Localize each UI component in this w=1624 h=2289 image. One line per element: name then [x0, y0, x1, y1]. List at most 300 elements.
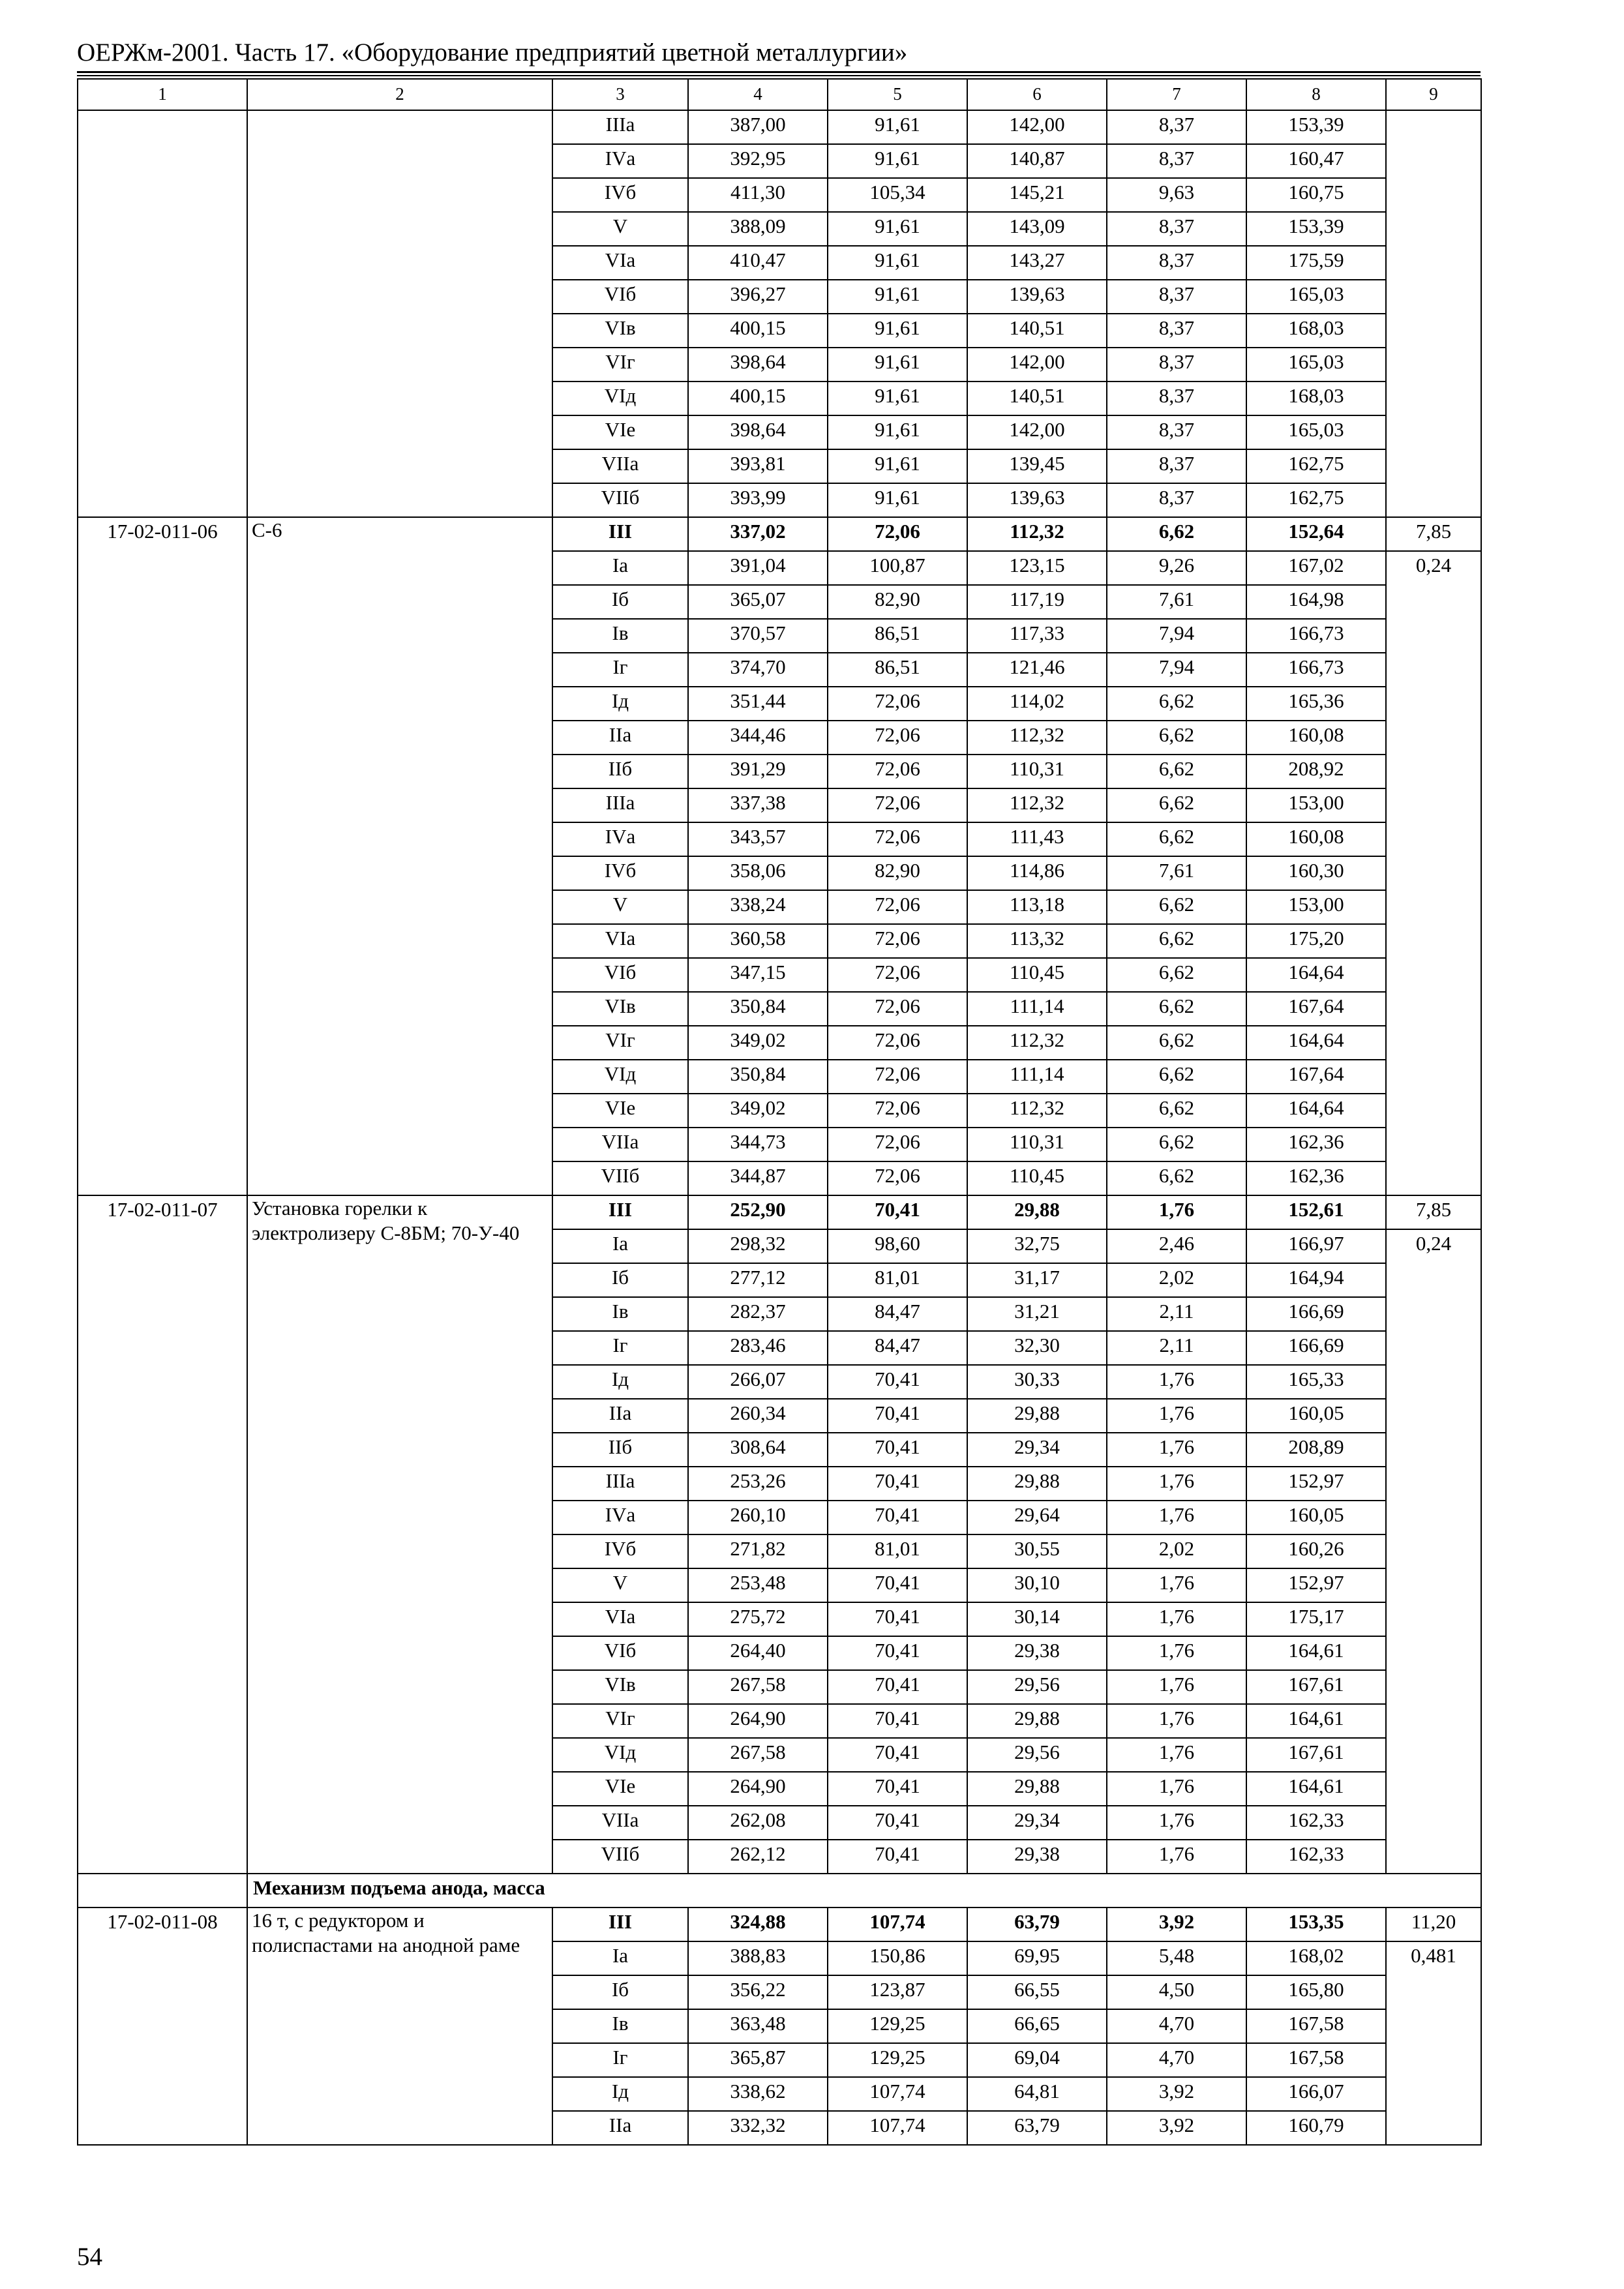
zone-code: IVа — [552, 822, 688, 856]
cell-total: 388,83 — [688, 1941, 828, 1975]
cell-machinist-wages: 8,37 — [1107, 382, 1246, 415]
cell-materials: 162,75 — [1246, 483, 1386, 517]
column-number: 7 — [1107, 79, 1246, 110]
cell-total: 374,70 — [688, 653, 828, 687]
cell-machinist-wages: 8,37 — [1107, 314, 1246, 348]
cell-total: 252,90 — [688, 1195, 828, 1229]
cell-materials: 162,36 — [1246, 1161, 1386, 1195]
cell-machines: 110,31 — [967, 755, 1107, 788]
zone-code: VIг — [552, 1026, 688, 1060]
zone-code: IIIа — [552, 788, 688, 822]
cell-machines: 110,45 — [967, 1161, 1107, 1195]
cell-machinist-wages: 4,70 — [1107, 2009, 1246, 2043]
cell-machines: 66,65 — [967, 2009, 1107, 2043]
section-blank — [78, 1874, 247, 1908]
cell-total: 338,24 — [688, 890, 828, 924]
cell-machinist-wages: 1,76 — [1107, 1806, 1246, 1840]
cell-machines: 114,02 — [967, 687, 1107, 721]
cell-labor: 72,06 — [828, 958, 967, 992]
cell-total: 396,27 — [688, 280, 828, 314]
section-title: Механизм подъема анода, масса — [247, 1874, 1481, 1908]
cell-machines: 111,43 — [967, 822, 1107, 856]
table-row — [78, 1908, 1481, 1941]
cell-total: 337,02 — [688, 517, 828, 551]
cell-materials: 153,35 — [1246, 1908, 1386, 1941]
zone-code: VIв — [552, 1670, 688, 1704]
rate-code: 17-02-011-06 — [78, 517, 247, 1195]
rate-description: С-6 — [247, 517, 552, 1195]
cell-machines: 29,88 — [967, 1195, 1107, 1229]
cell-machinist-wages: 1,76 — [1107, 1467, 1246, 1501]
cell-labor: 70,41 — [828, 1806, 967, 1840]
cell-total: 391,29 — [688, 755, 828, 788]
zone-code: III — [552, 517, 688, 551]
cell-total: 347,15 — [688, 958, 828, 992]
zone-code: VIв — [552, 992, 688, 1026]
zone-code: VIг — [552, 348, 688, 382]
cell-labor: 70,41 — [828, 1602, 967, 1636]
cell-total: 277,12 — [688, 1263, 828, 1297]
column-number: 1 — [78, 79, 247, 110]
zone-code: Iа — [552, 1941, 688, 1975]
cell-materials: 166,73 — [1246, 653, 1386, 687]
zone-code: VIд — [552, 382, 688, 415]
cell-labor: 91,61 — [828, 280, 967, 314]
cell-machinist-wages: 1,76 — [1107, 1840, 1246, 1874]
cell-materials: 166,69 — [1246, 1297, 1386, 1331]
zone-code: IIб — [552, 755, 688, 788]
cell-materials: 164,61 — [1246, 1704, 1386, 1738]
cell-materials: 167,61 — [1246, 1738, 1386, 1772]
cell-machinist-wages: 6,62 — [1107, 1128, 1246, 1161]
zone-code: VIе — [552, 1772, 688, 1806]
labor-cost-machinists: 0,481 — [1386, 1941, 1481, 2145]
column-number-row — [78, 79, 1481, 110]
cell-machinist-wages: 6,62 — [1107, 1094, 1246, 1128]
cell-materials: 162,33 — [1246, 1806, 1386, 1840]
cell-machinist-wages: 2,11 — [1107, 1331, 1246, 1365]
cell-labor: 91,61 — [828, 246, 967, 280]
cell-materials: 164,64 — [1246, 1026, 1386, 1060]
cell-machinist-wages: 9,63 — [1107, 178, 1246, 212]
zone-code: Iв — [552, 619, 688, 653]
cell-machines: 121,46 — [967, 653, 1107, 687]
cell-machines: 145,21 — [967, 178, 1107, 212]
cell-machines: 29,34 — [967, 1433, 1107, 1467]
cell-labor: 91,61 — [828, 483, 967, 517]
cell-total: 262,12 — [688, 1840, 828, 1874]
zone-code: VIд — [552, 1738, 688, 1772]
cell-total: 349,02 — [688, 1026, 828, 1060]
cell-machines: 29,38 — [967, 1636, 1107, 1670]
cell-total: 266,07 — [688, 1365, 828, 1399]
cell-total: 398,64 — [688, 348, 828, 382]
cell-materials: 168,03 — [1246, 314, 1386, 348]
cell-materials: 152,61 — [1246, 1195, 1386, 1229]
cell-machinist-wages: 7,61 — [1107, 856, 1246, 890]
cell-machines: 111,14 — [967, 1060, 1107, 1094]
zone-code: VIв — [552, 314, 688, 348]
cell-machinist-wages: 1,76 — [1107, 1738, 1246, 1772]
cell-total: 350,84 — [688, 1060, 828, 1094]
cell-labor: 70,41 — [828, 1636, 967, 1670]
cell-machines: 30,33 — [967, 1365, 1107, 1399]
cell-materials: 164,64 — [1246, 958, 1386, 992]
zone-code: Iб — [552, 585, 688, 619]
cell-machinist-wages: 6,62 — [1107, 890, 1246, 924]
zone-code: VIIа — [552, 1128, 688, 1161]
cell-labor: 86,51 — [828, 653, 967, 687]
cell-machines: 110,45 — [967, 958, 1107, 992]
rate-description: Установка горелки к электролизеру С-8БМ; 70-У-40 — [247, 1195, 552, 1874]
cell-machines: 143,27 — [967, 246, 1107, 280]
cell-materials: 152,97 — [1246, 1467, 1386, 1501]
cell-labor: 72,06 — [828, 822, 967, 856]
zone-code: V — [552, 1568, 688, 1602]
cell-materials: 167,61 — [1246, 1670, 1386, 1704]
cell-labor: 91,61 — [828, 314, 967, 348]
zone-code: Iв — [552, 2009, 688, 2043]
cell-materials: 166,69 — [1246, 1331, 1386, 1365]
cell-materials: 164,64 — [1246, 1094, 1386, 1128]
cell-machinist-wages: 4,70 — [1107, 2043, 1246, 2077]
cell-labor: 81,01 — [828, 1534, 967, 1568]
cell-machinist-wages: 2,46 — [1107, 1229, 1246, 1263]
cell-total: 392,95 — [688, 144, 828, 178]
cell-machines: 142,00 — [967, 110, 1107, 144]
cell-machinist-wages: 3,92 — [1107, 2111, 1246, 2145]
cell-machines: 140,51 — [967, 314, 1107, 348]
rate-description — [247, 110, 552, 517]
cell-machinist-wages: 1,76 — [1107, 1399, 1246, 1433]
cell-machines: 29,88 — [967, 1399, 1107, 1433]
cell-materials: 165,36 — [1246, 687, 1386, 721]
cell-machinist-wages: 6,62 — [1107, 1161, 1246, 1195]
cell-machinist-wages: 7,94 — [1107, 619, 1246, 653]
cell-materials: 160,05 — [1246, 1399, 1386, 1433]
cell-labor: 91,61 — [828, 110, 967, 144]
cell-labor: 91,61 — [828, 382, 967, 415]
zone-code: V — [552, 212, 688, 246]
cell-machinist-wages: 7,61 — [1107, 585, 1246, 619]
cell-materials: 164,61 — [1246, 1636, 1386, 1670]
cell-machines: 30,14 — [967, 1602, 1107, 1636]
cell-machinist-wages: 7,94 — [1107, 653, 1246, 687]
price-table — [77, 78, 1482, 2146]
zone-code: VIб — [552, 280, 688, 314]
cell-materials: 175,17 — [1246, 1602, 1386, 1636]
cell-total: 350,84 — [688, 992, 828, 1026]
cell-labor: 72,06 — [828, 517, 967, 551]
cell-machines: 117,33 — [967, 619, 1107, 653]
cell-total: 356,22 — [688, 1975, 828, 2009]
cell-total: 400,15 — [688, 382, 828, 415]
cell-total: 275,72 — [688, 1602, 828, 1636]
cell-machines: 69,04 — [967, 2043, 1107, 2077]
zone-code: Iа — [552, 551, 688, 585]
zone-code: IVа — [552, 144, 688, 178]
cell-machinist-wages: 6,62 — [1107, 687, 1246, 721]
cell-labor: 72,06 — [828, 1161, 967, 1195]
cell-machines: 142,00 — [967, 415, 1107, 449]
cell-labor: 70,41 — [828, 1467, 967, 1501]
zone-code: VIд — [552, 1060, 688, 1094]
cell-labor: 91,61 — [828, 415, 967, 449]
cell-machinist-wages: 1,76 — [1107, 1670, 1246, 1704]
zone-code: VIIа — [552, 449, 688, 483]
cell-labor: 70,41 — [828, 1501, 967, 1534]
zone-code: Iд — [552, 2077, 688, 2111]
labor-cost-machinists: 0,24 — [1386, 1229, 1481, 1874]
cell-materials: 162,36 — [1246, 1128, 1386, 1161]
cell-total: 337,38 — [688, 788, 828, 822]
header-rule-thick — [77, 71, 1481, 73]
labor-cost-workers: 7,85 — [1386, 517, 1481, 551]
cell-labor: 82,90 — [828, 856, 967, 890]
cell-labor: 72,06 — [828, 1094, 967, 1128]
rate-code — [78, 110, 247, 517]
cell-total: 344,46 — [688, 721, 828, 755]
cell-labor: 82,90 — [828, 585, 967, 619]
cell-machines: 112,32 — [967, 1094, 1107, 1128]
cell-labor: 70,41 — [828, 1704, 967, 1738]
cell-total: 267,58 — [688, 1670, 828, 1704]
cell-materials: 167,64 — [1246, 992, 1386, 1026]
cell-machines: 29,88 — [967, 1467, 1107, 1501]
cell-machines: 114,86 — [967, 856, 1107, 890]
cell-materials: 165,33 — [1246, 1365, 1386, 1399]
cell-machines: 29,38 — [967, 1840, 1107, 1874]
labor-cost-workers: 11,20 — [1386, 1908, 1481, 1941]
cell-machinist-wages: 8,37 — [1107, 144, 1246, 178]
cell-machines: 29,56 — [967, 1738, 1107, 1772]
table-row — [78, 517, 1481, 551]
cell-total: 363,48 — [688, 2009, 828, 2043]
cell-labor: 70,41 — [828, 1670, 967, 1704]
zone-code: IVа — [552, 1501, 688, 1534]
cell-total: 271,82 — [688, 1534, 828, 1568]
zone-code: VIIа — [552, 1806, 688, 1840]
cell-labor: 72,06 — [828, 721, 967, 755]
zone-code: IIб — [552, 1433, 688, 1467]
zone-code: VIб — [552, 958, 688, 992]
zone-code: VIе — [552, 415, 688, 449]
header-rule-thin — [77, 75, 1481, 76]
cell-materials: 153,39 — [1246, 212, 1386, 246]
cell-materials: 208,92 — [1246, 755, 1386, 788]
cell-labor: 84,47 — [828, 1331, 967, 1365]
zone-code: VIа — [552, 246, 688, 280]
cell-machinist-wages: 2,02 — [1107, 1263, 1246, 1297]
cell-labor: 72,06 — [828, 890, 967, 924]
cell-labor: 107,74 — [828, 2111, 967, 2145]
cell-machines: 29,56 — [967, 1670, 1107, 1704]
cell-labor: 91,61 — [828, 212, 967, 246]
cell-materials: 164,94 — [1246, 1263, 1386, 1297]
cell-labor: 72,06 — [828, 924, 967, 958]
cell-materials: 175,20 — [1246, 924, 1386, 958]
cell-machines: 63,79 — [967, 1908, 1107, 1941]
zone-code: IVб — [552, 178, 688, 212]
cell-materials: 162,75 — [1246, 449, 1386, 483]
cell-total: 351,44 — [688, 687, 828, 721]
cell-total: 283,46 — [688, 1331, 828, 1365]
cell-labor: 72,06 — [828, 788, 967, 822]
cell-total: 253,26 — [688, 1467, 828, 1501]
cell-materials: 160,08 — [1246, 721, 1386, 755]
cell-materials: 164,61 — [1246, 1772, 1386, 1806]
cell-materials: 166,97 — [1246, 1229, 1386, 1263]
cell-machinist-wages: 8,37 — [1107, 449, 1246, 483]
cell-machines: 117,19 — [967, 585, 1107, 619]
cell-machines: 140,51 — [967, 382, 1107, 415]
cell-machines: 64,81 — [967, 2077, 1107, 2111]
zone-code: VIIб — [552, 1840, 688, 1874]
cell-labor: 70,41 — [828, 1772, 967, 1806]
zone-code: Iд — [552, 687, 688, 721]
cell-machines: 139,63 — [967, 483, 1107, 517]
cell-machinist-wages: 8,37 — [1107, 348, 1246, 382]
cell-total: 264,40 — [688, 1636, 828, 1670]
cell-total: 332,32 — [688, 2111, 828, 2145]
cell-materials: 160,79 — [1246, 2111, 1386, 2145]
zone-code: Iг — [552, 2043, 688, 2077]
cell-total: 264,90 — [688, 1772, 828, 1806]
cell-machinist-wages: 8,37 — [1107, 280, 1246, 314]
cell-machinist-wages: 8,37 — [1107, 212, 1246, 246]
cell-materials: 153,00 — [1246, 890, 1386, 924]
cell-machines: 143,09 — [967, 212, 1107, 246]
cell-materials: 152,97 — [1246, 1568, 1386, 1602]
cell-machines: 32,75 — [967, 1229, 1107, 1263]
cell-machines: 29,88 — [967, 1704, 1107, 1738]
cell-labor: 70,41 — [828, 1738, 967, 1772]
cell-machines: 31,21 — [967, 1297, 1107, 1331]
cell-machinist-wages: 6,62 — [1107, 788, 1246, 822]
cell-machines: 30,55 — [967, 1534, 1107, 1568]
zone-code: VIа — [552, 924, 688, 958]
zone-code: VIа — [552, 1602, 688, 1636]
cell-labor: 70,41 — [828, 1399, 967, 1433]
zone-code: IVб — [552, 1534, 688, 1568]
cell-total: 388,09 — [688, 212, 828, 246]
cell-machinist-wages: 2,11 — [1107, 1297, 1246, 1331]
cell-total: 387,00 — [688, 110, 828, 144]
cell-machinist-wages: 8,37 — [1107, 246, 1246, 280]
cell-machinist-wages: 1,76 — [1107, 1501, 1246, 1534]
cell-total: 365,87 — [688, 2043, 828, 2077]
cell-materials: 160,75 — [1246, 178, 1386, 212]
cell-machinist-wages: 8,37 — [1107, 483, 1246, 517]
cell-machines: 112,32 — [967, 788, 1107, 822]
cell-labor: 72,06 — [828, 1128, 967, 1161]
cell-materials: 153,00 — [1246, 788, 1386, 822]
cell-machinist-wages: 6,62 — [1107, 1060, 1246, 1094]
cell-total: 360,58 — [688, 924, 828, 958]
cell-labor: 150,86 — [828, 1941, 967, 1975]
cell-labor: 70,41 — [828, 1365, 967, 1399]
cell-labor: 72,06 — [828, 1060, 967, 1094]
cell-materials: 167,58 — [1246, 2009, 1386, 2043]
cell-machines: 66,55 — [967, 1975, 1107, 2009]
zone-code: IIIа — [552, 1467, 688, 1501]
table-row — [78, 110, 1481, 144]
cell-machines: 32,30 — [967, 1331, 1107, 1365]
cell-machinist-wages: 3,92 — [1107, 2077, 1246, 2111]
cell-total: 344,87 — [688, 1161, 828, 1195]
cell-machinist-wages: 1,76 — [1107, 1636, 1246, 1670]
cell-labor: 91,61 — [828, 144, 967, 178]
table-row — [78, 1195, 1481, 1229]
cell-machinist-wages: 1,76 — [1107, 1772, 1246, 1806]
cell-machines: 140,87 — [967, 144, 1107, 178]
column-number: 4 — [688, 79, 828, 110]
zone-code: IIIа — [552, 110, 688, 144]
cell-machinist-wages: 9,26 — [1107, 551, 1246, 585]
column-number: 3 — [552, 79, 688, 110]
cell-materials: 165,03 — [1246, 415, 1386, 449]
rate-code: 17-02-011-08 — [78, 1908, 247, 2145]
labor-cost-machinists: 0,24 — [1386, 551, 1481, 1195]
zone-code: Iб — [552, 1975, 688, 2009]
cell-machines: 111,14 — [967, 992, 1107, 1026]
cell-machinist-wages: 6,62 — [1107, 822, 1246, 856]
cell-machinist-wages: 2,02 — [1107, 1534, 1246, 1568]
cell-machinist-wages: 6,62 — [1107, 517, 1246, 551]
cell-total: 338,62 — [688, 2077, 828, 2111]
labor-cost-workers: 7,85 — [1386, 1195, 1481, 1229]
cell-machines: 69,95 — [967, 1941, 1107, 1975]
cell-total: 410,47 — [688, 246, 828, 280]
cell-materials: 164,98 — [1246, 585, 1386, 619]
column-number: 8 — [1246, 79, 1386, 110]
cell-machines: 112,32 — [967, 1026, 1107, 1060]
zone-code: Iд — [552, 1365, 688, 1399]
zone-code: VIб — [552, 1636, 688, 1670]
zone-code: III — [552, 1195, 688, 1229]
cell-labor: 81,01 — [828, 1263, 967, 1297]
cell-materials: 167,64 — [1246, 1060, 1386, 1094]
section-row — [78, 1874, 1481, 1908]
cell-total: 358,06 — [688, 856, 828, 890]
cell-total: 282,37 — [688, 1297, 828, 1331]
cell-total: 370,57 — [688, 619, 828, 653]
cell-total: 324,88 — [688, 1908, 828, 1941]
cell-total: 343,57 — [688, 822, 828, 856]
cell-machinist-wages: 6,62 — [1107, 958, 1246, 992]
cell-machines: 29,88 — [967, 1772, 1107, 1806]
cell-labor: 100,87 — [828, 551, 967, 585]
cell-total: 260,10 — [688, 1501, 828, 1534]
cell-total: 260,34 — [688, 1399, 828, 1433]
cell-materials: 165,03 — [1246, 348, 1386, 382]
cell-materials: 160,30 — [1246, 856, 1386, 890]
cell-labor: 91,61 — [828, 348, 967, 382]
cell-machinist-wages: 8,37 — [1107, 110, 1246, 144]
cell-total: 393,99 — [688, 483, 828, 517]
cell-labor: 107,74 — [828, 2077, 967, 2111]
cell-materials: 167,58 — [1246, 2043, 1386, 2077]
cell-labor: 72,06 — [828, 1026, 967, 1060]
page-number: 54 — [77, 2243, 102, 2271]
cell-total: 365,07 — [688, 585, 828, 619]
cell-labor: 70,41 — [828, 1568, 967, 1602]
zone-code: Iг — [552, 653, 688, 687]
cell-total: 400,15 — [688, 314, 828, 348]
cell-machinist-wages: 6,62 — [1107, 924, 1246, 958]
rate-code: 17-02-011-07 — [78, 1195, 247, 1874]
cell-machines: 113,32 — [967, 924, 1107, 958]
